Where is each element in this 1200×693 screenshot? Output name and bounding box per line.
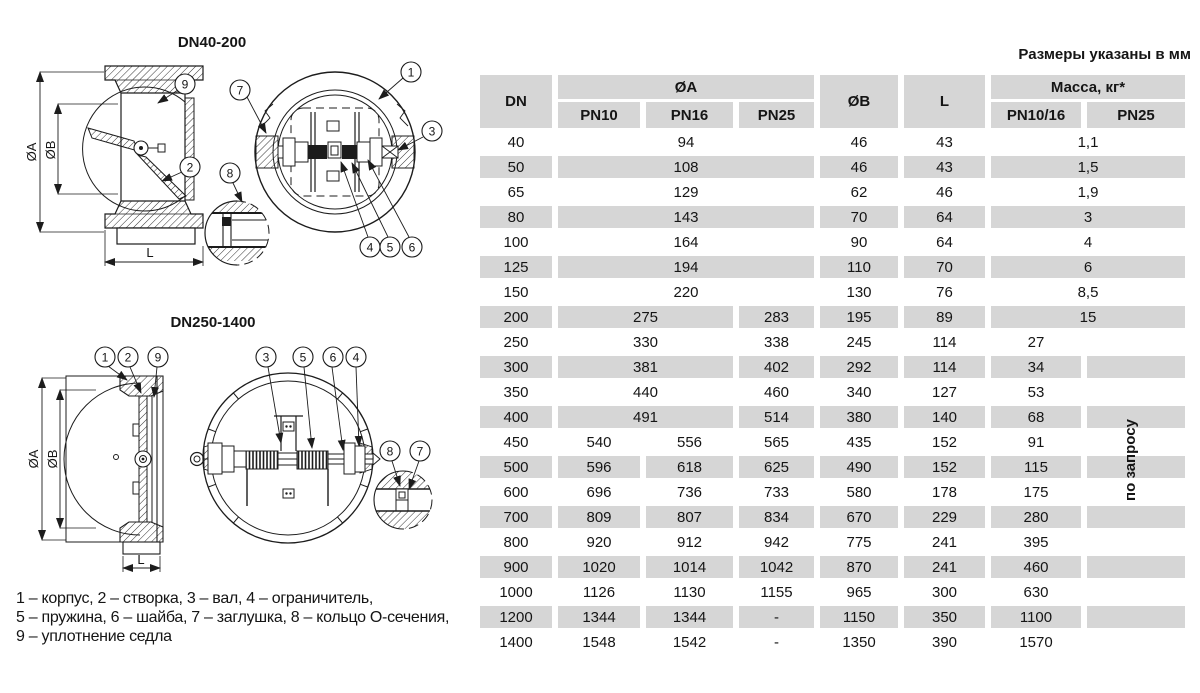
svg-text:9: 9	[181, 77, 189, 92]
cell-da: 283	[739, 306, 814, 328]
cell-mass: 115	[991, 456, 1081, 478]
cell-db: 870	[820, 556, 898, 578]
cell-da: 1042	[739, 556, 814, 578]
cell-l: 300	[931, 583, 958, 601]
table-row	[480, 306, 1185, 328]
dim-label-db: ØB	[45, 449, 60, 469]
cell-l: 43	[936, 133, 953, 151]
cell-mass: 8,5	[1077, 283, 1099, 301]
cell-dn: 450	[503, 433, 529, 451]
table-row	[480, 281, 1185, 303]
cell-mass: 1,9	[1077, 183, 1099, 201]
cell-l: 127	[931, 383, 958, 401]
cell-db: 435	[846, 433, 872, 451]
cell-da: -	[774, 633, 779, 651]
cell-da: 275	[558, 306, 733, 328]
cell-db: 130	[846, 283, 872, 301]
cell-mass: 27	[1027, 333, 1045, 351]
cell-mass	[1087, 631, 1185, 653]
svg-text:6: 6	[408, 240, 416, 255]
table-row	[480, 231, 1185, 253]
cell-dn: 80	[480, 206, 552, 228]
table-row	[480, 531, 1185, 553]
col-header-mass-pn1016: PN10/16	[991, 102, 1081, 128]
cell-da: 733	[763, 483, 790, 501]
cell-db: 490	[820, 456, 898, 478]
cell-dn: 300	[480, 356, 552, 378]
cell-mass	[1087, 431, 1185, 453]
cell-l: 152	[904, 456, 985, 478]
cell-mass: 1570	[1019, 633, 1053, 651]
cell-l: 70	[904, 256, 985, 278]
cell-l: 43	[904, 156, 985, 178]
cell-da: 440	[632, 383, 659, 401]
cell-da: 809	[558, 506, 640, 528]
table-row	[480, 606, 1185, 628]
cell-da: 143	[558, 206, 814, 228]
cell-da: 1155	[760, 583, 793, 601]
cell-da: 1344	[646, 606, 733, 628]
col-header-pn25: PN25	[739, 102, 814, 128]
cell-mass: 280	[991, 506, 1081, 528]
table-body	[480, 131, 1185, 653]
cell-mass: 15	[991, 306, 1185, 328]
cell-mass: 68	[991, 406, 1081, 428]
cell-db: 110	[820, 256, 898, 278]
cell-da: 1126	[582, 583, 616, 601]
svg-text:1: 1	[407, 65, 415, 80]
cell-mass: 1,5	[991, 156, 1185, 178]
cell-l: 241	[904, 556, 985, 578]
cell-da: 920	[586, 533, 612, 551]
cell-l: 390	[931, 633, 958, 651]
cell-da: 330	[632, 333, 659, 351]
cell-da: 108	[558, 156, 814, 178]
cell-da: 460	[763, 383, 790, 401]
cell-db: 380	[820, 406, 898, 428]
header-row	[480, 75, 1185, 99]
units-note: Размеры указаны в мм	[1018, 46, 1191, 63]
cell-da: 514	[739, 406, 814, 428]
dim-label-l: L	[146, 245, 154, 260]
table-row	[480, 631, 1185, 653]
col-header-mass-pn25: PN25	[1087, 102, 1185, 128]
cell-da: 129	[673, 183, 699, 201]
svg-text:1: 1	[101, 350, 109, 365]
cell-dn: 150	[503, 283, 529, 301]
col-header-db: ØB	[820, 75, 898, 128]
col-header-mass: Масса, кг*	[991, 75, 1185, 99]
cell-mass: 6	[991, 256, 1185, 278]
svg-text:4: 4	[352, 350, 360, 365]
table-row	[480, 206, 1185, 228]
cell-l: 350	[904, 606, 985, 628]
side-view-dn40-200	[24, 66, 203, 266]
cell-l: 178	[931, 483, 958, 501]
table-row	[480, 506, 1185, 528]
dim-label-da: ØA	[24, 142, 39, 162]
callout-7	[230, 80, 266, 133]
col-header-da: ØA	[558, 75, 814, 99]
cell-db: 1150	[820, 606, 898, 628]
cell-da: 1014	[646, 556, 733, 578]
callout-1	[379, 62, 421, 99]
dim-label-l: L	[137, 552, 145, 567]
cell-mass: 395	[1023, 533, 1049, 551]
cell-da: 94	[677, 133, 695, 151]
cell-mass	[1087, 506, 1185, 528]
cell-l: 229	[904, 506, 985, 528]
cell-l: 114	[904, 356, 985, 378]
cell-mass: 1100	[991, 606, 1081, 628]
cell-da: 912	[676, 533, 703, 551]
cell-mass	[1087, 606, 1185, 628]
table-row	[480, 381, 1185, 403]
cell-da: 164	[673, 233, 699, 251]
cell-mass	[1087, 531, 1185, 553]
cell-mass: 3	[991, 206, 1185, 228]
cell-da: 565	[763, 433, 790, 451]
cell-mass: 34	[991, 356, 1081, 378]
cell-da: 834	[739, 506, 814, 528]
svg-text:7: 7	[236, 83, 244, 98]
cell-da: 736	[676, 483, 703, 501]
cell-l: 64	[904, 206, 985, 228]
cell-db: 340	[846, 383, 872, 401]
cell-dn: 600	[503, 483, 529, 501]
cell-mass	[1087, 356, 1185, 378]
cell-l: 76	[936, 283, 953, 301]
callout-3	[256, 347, 281, 443]
cell-da: 381	[558, 356, 733, 378]
drawing-dn40-200	[0, 20, 470, 300]
svg-text:8: 8	[386, 444, 394, 459]
table-row	[480, 581, 1185, 603]
table-row	[480, 181, 1185, 203]
cell-l: 64	[936, 233, 953, 251]
cell-db: 775	[846, 533, 872, 551]
cell-db: 70	[820, 206, 898, 228]
cell-db: 46	[850, 133, 868, 151]
svg-text:8: 8	[226, 166, 234, 181]
cell-dn: 400	[480, 406, 552, 428]
cell-da: 942	[763, 533, 790, 551]
svg-text:9: 9	[154, 350, 162, 365]
svg-text:4: 4	[366, 240, 374, 255]
cell-da: 1548	[582, 633, 616, 651]
svg-text:2: 2	[124, 350, 132, 365]
table-row	[480, 406, 1185, 428]
table-row	[480, 331, 1185, 353]
cell-da: -	[739, 606, 814, 628]
cell-mass	[1087, 406, 1185, 428]
cell-mass	[1087, 456, 1185, 478]
side-view-dn250-1400	[26, 347, 168, 572]
col-header-pn16: PN16	[646, 102, 733, 128]
callout-6	[323, 347, 343, 450]
cell-dn: 1000	[499, 583, 533, 601]
cell-da: 696	[586, 483, 612, 501]
cell-mass	[1087, 581, 1185, 603]
cell-db: 195	[820, 306, 898, 328]
dim-label-da: ØA	[26, 449, 41, 469]
table-row	[480, 131, 1185, 153]
cell-mass: 630	[1023, 583, 1049, 601]
cell-dn: 40	[507, 133, 525, 151]
cell-db: 245	[846, 333, 872, 351]
cell-da: 596	[558, 456, 640, 478]
cell-mass: 175	[1023, 483, 1049, 501]
table-row	[480, 256, 1185, 278]
cell-da: 220	[673, 283, 699, 301]
legend-line-1: 1 – корпус, 2 – створка, 3 – вал, 4 – ограничитель,	[16, 590, 374, 607]
svg-text:3: 3	[428, 124, 436, 139]
mass-pn25-on-request-label: по запросу	[1122, 419, 1139, 501]
parts-legend	[16, 589, 449, 646]
cell-dn: 700	[480, 506, 552, 528]
drawing-dn250-1400	[0, 300, 470, 590]
cell-da: 1344	[558, 606, 640, 628]
front-view-dn250-1400	[191, 347, 381, 543]
cell-dn: 900	[480, 556, 552, 578]
callout-8	[220, 163, 242, 202]
cell-da: 1542	[672, 633, 707, 651]
cell-mass: 1,1	[1077, 133, 1099, 151]
cell-db: 580	[846, 483, 872, 501]
cell-db: 292	[820, 356, 898, 378]
svg-text:3: 3	[262, 350, 270, 365]
cell-da: 618	[646, 456, 733, 478]
table-row	[480, 156, 1185, 178]
cell-db: 965	[846, 583, 872, 601]
dim-label-db: ØB	[43, 140, 58, 160]
cell-da: 556	[676, 433, 703, 451]
cell-dn: 50	[480, 156, 552, 178]
drawing-title-dn250-1400: DN250-1400	[170, 314, 256, 331]
cell-mass	[1087, 556, 1185, 578]
cell-dn: 800	[503, 533, 529, 551]
cell-mass	[1087, 331, 1185, 353]
legend-line-2: 5 – пружина, 6 – шайба, 7 – заглушка, 8 – кольцо О-сечения,	[16, 609, 450, 626]
detail-view-plug-bottom	[374, 441, 432, 530]
cell-da: 625	[739, 456, 814, 478]
cell-dn: 1200	[480, 606, 552, 628]
cell-mass: 4	[1083, 233, 1093, 251]
col-header-dn: DN	[480, 75, 552, 128]
cell-db: 62	[850, 183, 868, 201]
cell-da: 402	[739, 356, 814, 378]
cell-da: 491	[558, 406, 733, 428]
cell-mass: 460	[991, 556, 1081, 578]
cell-l: 152	[931, 433, 958, 451]
cell-dn: 125	[480, 256, 552, 278]
cell-da: 807	[646, 506, 733, 528]
table-row	[480, 481, 1185, 503]
table-row	[480, 356, 1185, 378]
legend-line-3: 9 – уплотнение седла	[16, 628, 172, 645]
cell-da: 338	[763, 333, 790, 351]
cell-db: 1350	[842, 633, 876, 651]
front-view-dn40-200	[230, 62, 442, 257]
cell-db: 670	[820, 506, 898, 528]
col-header-pn10: PN10	[558, 102, 640, 128]
cell-l: 46	[936, 183, 953, 201]
cell-dn: 200	[480, 306, 552, 328]
cell-da: 1130	[673, 583, 706, 601]
cell-l: 241	[931, 533, 958, 551]
cell-da: 194	[558, 256, 814, 278]
cell-dn: 100	[503, 233, 529, 251]
cell-dn: 350	[503, 383, 529, 401]
cell-mass	[1087, 481, 1185, 503]
table-row	[480, 456, 1185, 478]
cell-dn: 500	[480, 456, 552, 478]
svg-text:5: 5	[299, 350, 307, 365]
cell-l: 114	[932, 333, 957, 351]
cell-l: 89	[904, 306, 985, 328]
cell-mass	[1087, 381, 1185, 403]
table-row	[480, 431, 1185, 453]
col-header-l: L	[904, 75, 985, 128]
cell-mass: 91	[1027, 433, 1045, 451]
cell-dn: 1400	[499, 633, 533, 651]
cell-db: 90	[850, 233, 868, 251]
cell-dn: 250	[503, 333, 529, 351]
cell-dn: 65	[507, 183, 525, 201]
svg-text:2: 2	[186, 160, 194, 175]
cell-db: 46	[820, 156, 898, 178]
svg-text:7: 7	[416, 444, 424, 459]
table-header	[480, 75, 1185, 128]
cell-da: 1020	[558, 556, 640, 578]
cell-mass: 53	[1027, 383, 1045, 401]
table-row	[480, 556, 1185, 578]
dimensions-table	[474, 72, 1191, 656]
drawing-title-dn40-200: DN40-200	[177, 34, 247, 51]
cell-l: 140	[904, 406, 985, 428]
svg-text:5: 5	[386, 240, 394, 255]
cell-da: 540	[586, 433, 612, 451]
svg-text:6: 6	[329, 350, 337, 365]
